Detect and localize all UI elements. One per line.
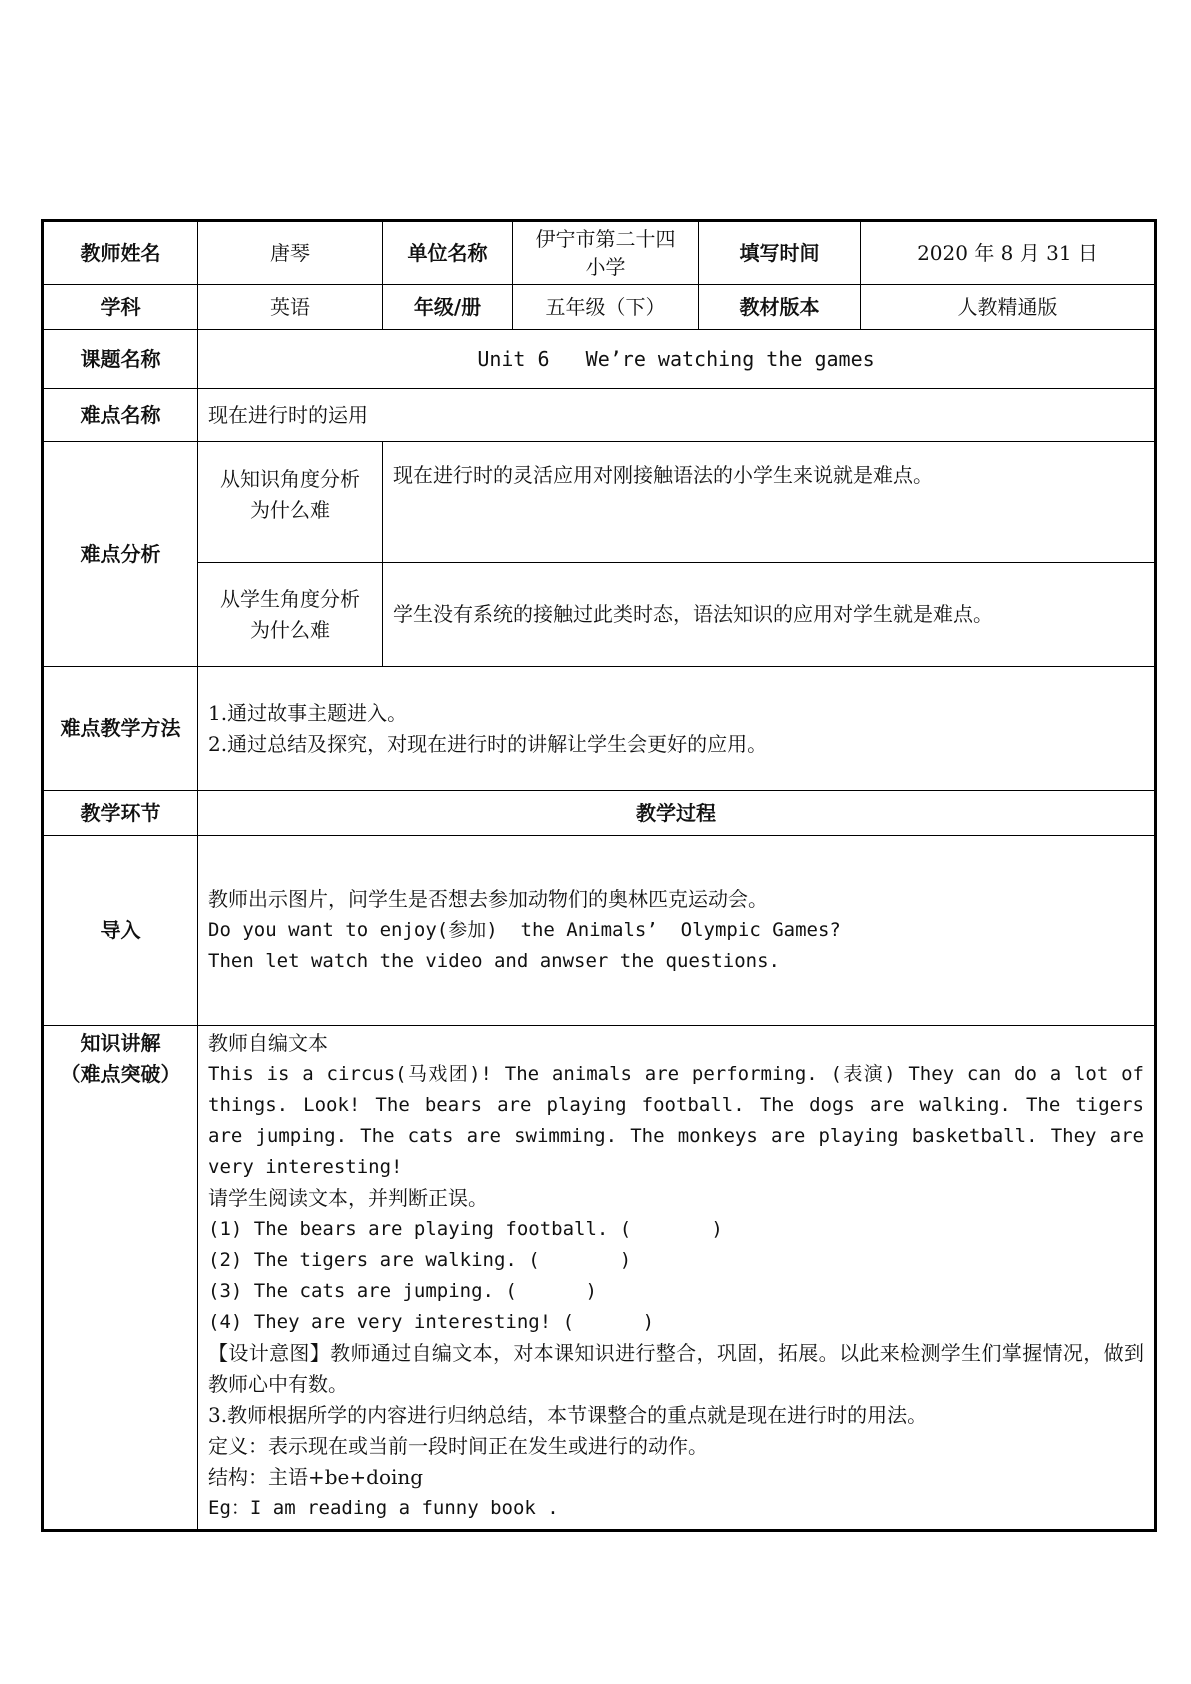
date-value: 2020 年 8 月 31 日	[861, 221, 1156, 285]
method-label: 难点教学方法	[43, 667, 198, 791]
question-4: (4) They are very interesting! ( )	[208, 1311, 655, 1333]
topic-label: 课题名称	[43, 330, 198, 389]
process-label: 教学过程	[198, 791, 1156, 836]
teacher-value: 唐琴	[198, 221, 383, 285]
question-3: (3) The cats are jumping. ( )	[208, 1280, 597, 1302]
unit-value-line1: 伊宁市第二十四	[535, 227, 676, 251]
analysis-row-knowledge	[43, 442, 1156, 563]
unit-value-line2: 小学	[585, 255, 626, 279]
analysis-label: 难点分析	[43, 442, 198, 667]
knowledge-angle-label	[198, 442, 383, 563]
knowledge-content	[198, 1026, 1156, 1531]
question-1: (1) The bears are playing football. ( )	[208, 1218, 723, 1240]
knowledge-row	[43, 1026, 1156, 1531]
intro-content	[198, 836, 1156, 1026]
knowledge-angle-line2: 为什么难	[250, 498, 330, 522]
example-line: Eg：I am reading a funny book .	[208, 1497, 559, 1519]
method-value	[198, 667, 1156, 791]
knowledge-passage: This is a circus(马戏团)! The animals are performing. (表演) They can do a lot of things. Look! The bears are playing football. The dogs are walking. The tigers are jumping. The cats are swimming. The monkeys are playing basketball. They are very interesting!	[208, 1063, 1144, 1178]
method-line2: 2.通过总结及探究，对现在进行时的讲解让学生会更好的应用。	[208, 731, 768, 756]
subject-value: 英语	[198, 285, 383, 330]
knowledge-label-line1: 知识讲解	[80, 1031, 161, 1055]
intro-line2: Do you want to enjoy(参加) the Animals’ Olympic Games?	[208, 919, 841, 941]
difficulty-value: 现在进行时的运用	[198, 389, 1156, 442]
student-angle-line1: 从学生角度分析	[220, 586, 360, 611]
header-row-1	[43, 221, 1156, 285]
student-angle-value: 学生没有系统的接触过此类时态，语法知识的应用对学生就是难点。	[383, 563, 1156, 667]
lesson-plan-table	[41, 219, 1157, 1532]
student-angle-line2: 为什么难	[250, 617, 330, 642]
design-intent: 【设计意图】教师通过自编文本，对本课知识进行整合，巩固，拓展。以此来检测学生们掌握情况，做到教师心中有数。	[208, 1341, 1144, 1396]
intro-row	[43, 836, 1156, 1026]
intro-line1: 教师出示图片，问学生是否想去参加动物们的奥林匹克运动会。	[208, 887, 768, 911]
knowledge-label	[43, 1026, 198, 1531]
definition-line: 定义：表示现在或当前一段时间正在发生或进行的动作。	[208, 1434, 708, 1458]
subject-label: 学科	[43, 285, 198, 330]
date-label: 填写时间	[699, 221, 861, 285]
question-2: (2) The tigers are walking. ( )	[208, 1249, 632, 1271]
knowledge-title: 教师自编文本	[208, 1031, 328, 1055]
method-line1: 1.通过故事主题进入。	[208, 700, 408, 725]
teacher-label: 教师姓名	[43, 221, 198, 285]
knowledge-angle-value: 现在进行时的灵活应用对刚接触语法的小学生来说就是难点。	[383, 442, 1156, 563]
edition-label: 教材版本	[699, 285, 861, 330]
student-angle-label	[198, 563, 383, 667]
analysis-row-student	[43, 563, 1156, 667]
intro-line3: Then let watch the video and anwser the questions.	[208, 950, 780, 972]
process-header-row	[43, 791, 1156, 836]
lesson-plan-sheet	[41, 219, 1154, 1532]
unit-label: 单位名称	[383, 221, 513, 285]
topic-value: Unit 6 We’re watching the games	[198, 330, 1156, 389]
knowledge-label-line2: （难点突破）	[60, 1062, 181, 1086]
knowledge-instruction: 请学生阅读文本，并判断正误。	[208, 1186, 488, 1210]
summary-line: 3.教师根据所学的内容进行归纳总结，本节课整合的重点就是现在进行时的用法。	[208, 1403, 928, 1427]
stage-label: 教学环节	[43, 791, 198, 836]
structure-line: 结构：主语+be+doing	[208, 1465, 424, 1489]
intro-label: 导入	[43, 836, 198, 1026]
difficulty-row	[43, 389, 1156, 442]
method-row	[43, 667, 1156, 791]
topic-row	[43, 330, 1156, 389]
difficulty-label: 难点名称	[43, 389, 198, 442]
header-row-2	[43, 285, 1156, 330]
knowledge-angle-line1: 从知识角度分析	[220, 467, 360, 491]
unit-value	[513, 221, 699, 285]
grade-label: 年级/册	[383, 285, 513, 330]
grade-value: 五年级（下）	[513, 285, 699, 330]
edition-value: 人教精通版	[861, 285, 1156, 330]
